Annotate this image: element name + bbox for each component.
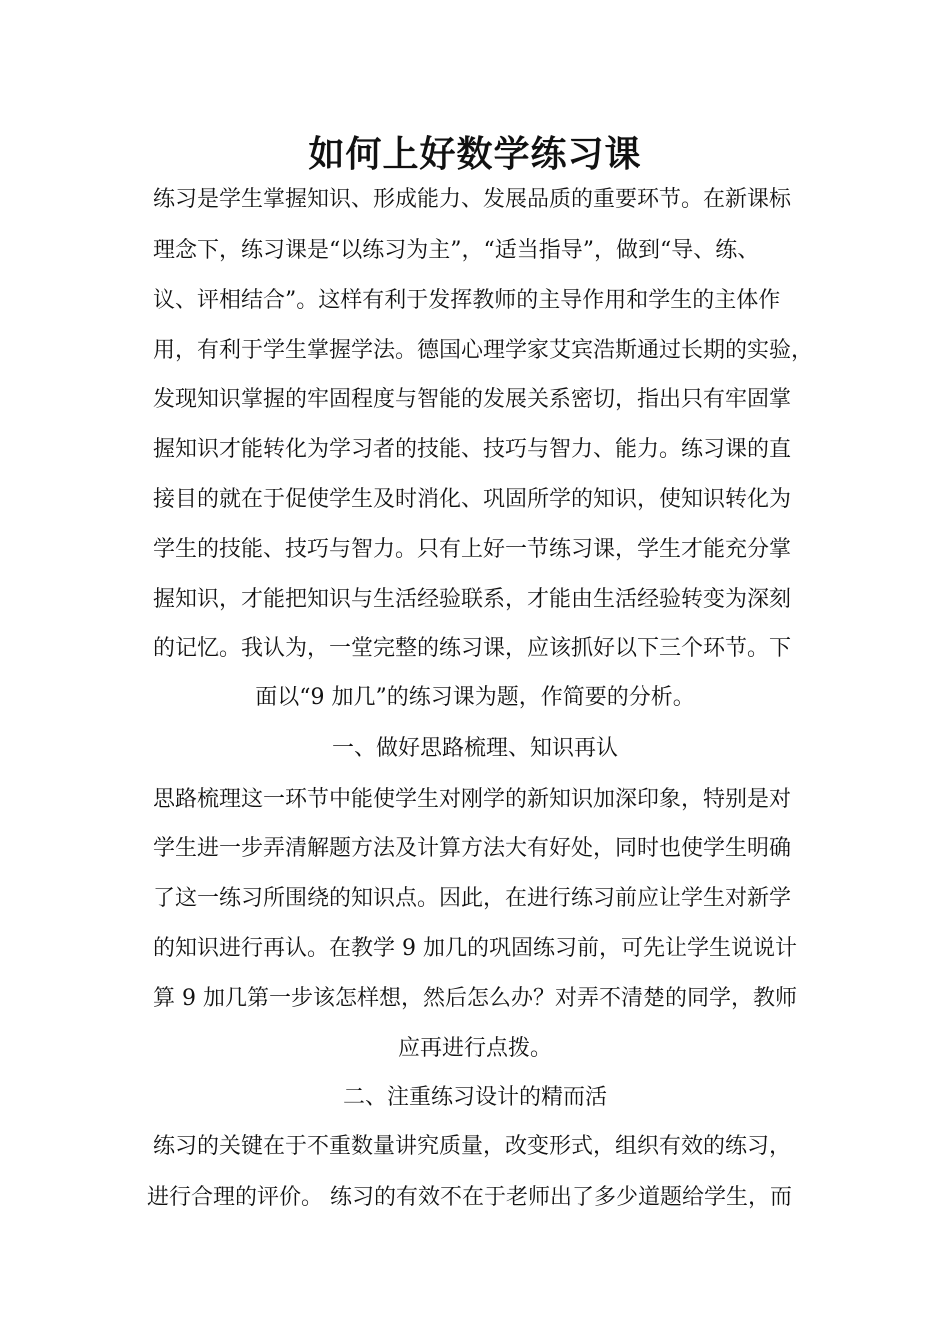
intro-line-9: 握知识，才能把知识与生活经验联系，才能由生活经验转变为深刻 — [153, 587, 792, 612]
section-1-line-6: 应再进行点拨。 — [397, 1036, 552, 1061]
intro-line-7: 接目的就在于促使学生及时消化、巩固所学的知识，使知识转化为 — [153, 487, 792, 512]
section-2-line-2: 进行合理的评价。 练习的有效不在于老师出了多少道题给学生，而 — [147, 1185, 792, 1210]
intro-line-6: 握知识才能转化为学习者的技能、技巧与智力、能力。练习课的直 — [153, 437, 792, 462]
document-title: 如何上好数学练习课 — [308, 133, 642, 175]
section-1-line-4: 的知识进行再认。在教学 9 加几的巩固练习前，可先让学生说说计 — [153, 936, 797, 961]
intro-line-10: 的记忆。我认为，一堂完整的练习课，应该抓好以下三个环节。下 — [153, 636, 792, 661]
section-1-line-1: 思路梳理这一环节中能使学生对刚学的新知识加深印象，特别是对 — [153, 787, 792, 812]
intro-line-3: 议、评相结合”。这样有利于发挥教师的主导作用和学生的主体作 — [153, 288, 781, 313]
section-1-line-3: 了这一练习所围绕的知识点。因此，在进行练习前应让学生对新学 — [153, 886, 792, 911]
section-2-heading: 二、注重练习设计的精而活 — [342, 1085, 607, 1110]
section-1-heading: 一、做好思路梳理、知识再认 — [331, 736, 618, 761]
section-1-line-2: 学生进一步弄清解题方法及计算方法大有好处，同时也使学生明确 — [153, 836, 792, 861]
intro-line-8: 学生的技能、技巧与智力。只有上好一节练习课，学生才能充分掌 — [153, 537, 792, 562]
intro-line-4: 用，有利于学生掌握学法。德国心理学家艾宾浩斯通过长期的实验， — [153, 338, 814, 363]
intro-line-1: 练习是学生掌握知识、形成能力、发展品质的重要环节。在新课标 — [153, 187, 792, 212]
intro-line-2: 理念下，练习课是“以练习为主”，“适当指导”，做到“导、练、 — [153, 238, 760, 263]
section-1-line-5: 算 9 加几第一步该怎样想，然后怎么办？对弄不清楚的同学，教师 — [153, 986, 797, 1011]
section-2-line-1: 练习的关键在于不重数量讲究质量，改变形式，组织有效的练习， — [153, 1134, 792, 1159]
intro-line-5: 发现知识掌握的牢固程度与智能的发展关系密切，指出只有牢固掌 — [153, 387, 792, 412]
intro-line-11: 面以“9 加几”的练习课为题，作简要的分析。 — [255, 685, 695, 710]
